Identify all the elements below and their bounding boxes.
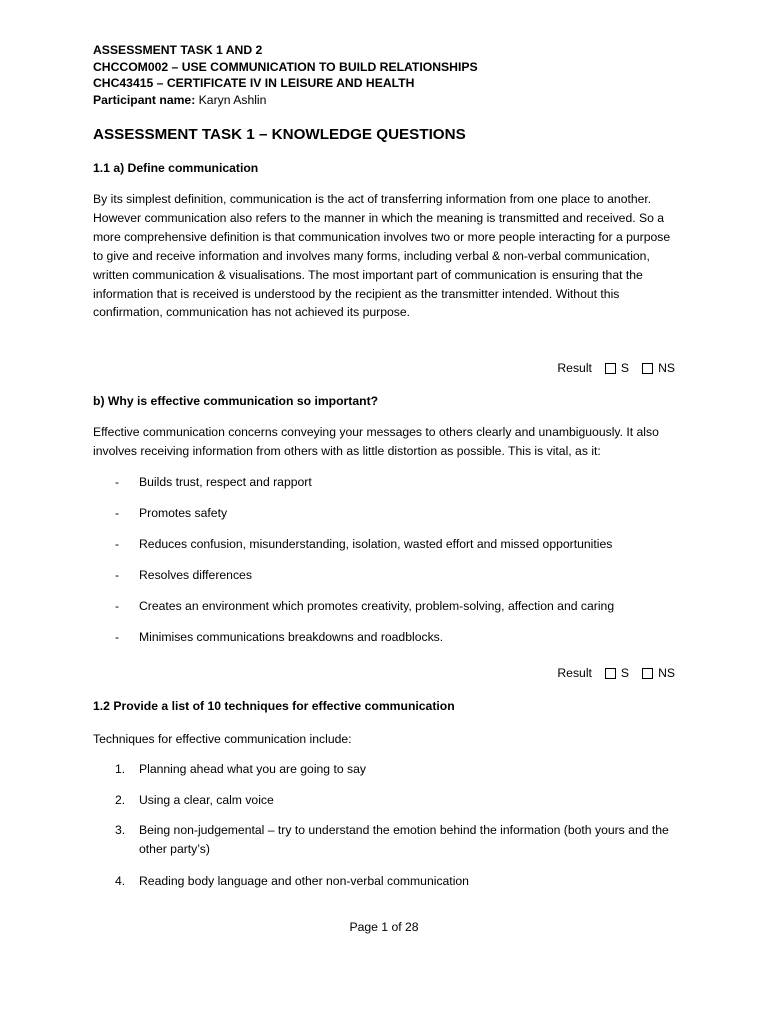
list-number: 4.	[115, 874, 126, 888]
page-title: ASSESSMENT TASK 1 – KNOWLEDGE QUESTIONS	[93, 126, 466, 143]
question-1-1a-heading: 1.1 a) Define communication	[93, 161, 259, 175]
result-1-1a	[557, 361, 675, 375]
list-item: 3. Being non-judgemental – try to understand the emotion behind the information (both yours and the other party’s)	[115, 821, 675, 859]
list-item: - Minimises communications breakdowns and roadblocks.	[115, 628, 675, 647]
list-item: - Resolves differences	[115, 566, 675, 585]
result-label: Result	[557, 361, 592, 375]
header-certificate: CHC43415 – CERTIFICATE IV IN LEISURE AND HEALTH	[93, 76, 415, 90]
page-number: Page 1 of 28	[349, 920, 419, 934]
result-s-label: S	[620, 666, 630, 680]
list-item: - Builds trust, respect and rapport	[115, 473, 675, 492]
document-header	[93, 42, 478, 108]
question-1-2-heading: 1.2 Provide a list of 10 techniques for effective communication	[93, 699, 455, 713]
question-1-1b-heading: b) Why is effective communication so important?	[93, 394, 379, 408]
result-ns-label: NS	[658, 361, 675, 375]
header-task: ASSESSMENT TASK 1 AND 2	[93, 43, 263, 57]
bullet-marker: -	[115, 475, 120, 489]
list-item: 2. Using a clear, calm voice	[115, 791, 675, 810]
list-item: - Promotes safety	[115, 504, 675, 523]
bullet-marker: -	[115, 568, 120, 582]
result-s-checkbox[interactable]	[605, 668, 616, 679]
bullet-marker: -	[115, 537, 120, 551]
question-1-2-intro: Techniques for effective communication include:	[93, 732, 352, 746]
list-item: 4. Reading body language and other non-verbal communication	[115, 872, 675, 891]
header-unit: CHCCOM002 – USE COMMUNICATION TO BUILD RELATIONSHIPS	[93, 59, 478, 74]
list-number: 2.	[115, 793, 126, 807]
bullet-marker: -	[115, 630, 120, 644]
list-number: 3.	[115, 823, 126, 837]
result-ns-checkbox[interactable]	[642, 363, 653, 374]
bullet-marker: -	[115, 506, 120, 520]
list-item: 1. Planning ahead what you are going to say	[115, 760, 675, 779]
result-s-checkbox[interactable]	[605, 363, 616, 374]
question-1-1a-answer: By its simplest definition, communication is the act of transferring information from one place to another. However communication also refers to the manner in which the meaning is transmitted and received. So a more comprehensive definition is that communication involves two or more people interacting for a purpose to give and receive information and involves many forms, including verbal & non-verbal communication, written communication & visualisations. The most important part of communication is ensuring that the information that is received is understood by the recipient as the transmitter intended. Without this confirmation, communication has not achieved its purpose.	[93, 192, 671, 320]
participant-label: Participant name:	[93, 92, 196, 107]
result-label: Result	[557, 666, 592, 680]
result-ns-label: NS	[658, 666, 675, 680]
list-number: 1.	[115, 762, 126, 776]
list-item: - Creates an environment which promotes creativity, problem-solving, affection and caring	[115, 597, 675, 616]
result-ns-checkbox[interactable]	[642, 668, 653, 679]
question-1-1b-intro: Effective communication concerns conveying your messages to others clearly and unambiguously. It also involves receiving information from others with as little distortion as possible. This is vital, as it:	[93, 425, 659, 458]
bullet-marker: -	[115, 599, 120, 613]
list-item: - Reduces confusion, misunderstanding, isolation, wasted effort and missed opportunities	[115, 535, 675, 554]
result-1-1b	[557, 666, 675, 680]
participant-name: Karyn Ashlin	[198, 92, 267, 107]
participant-line	[93, 92, 478, 109]
result-s-label: S	[620, 361, 630, 375]
